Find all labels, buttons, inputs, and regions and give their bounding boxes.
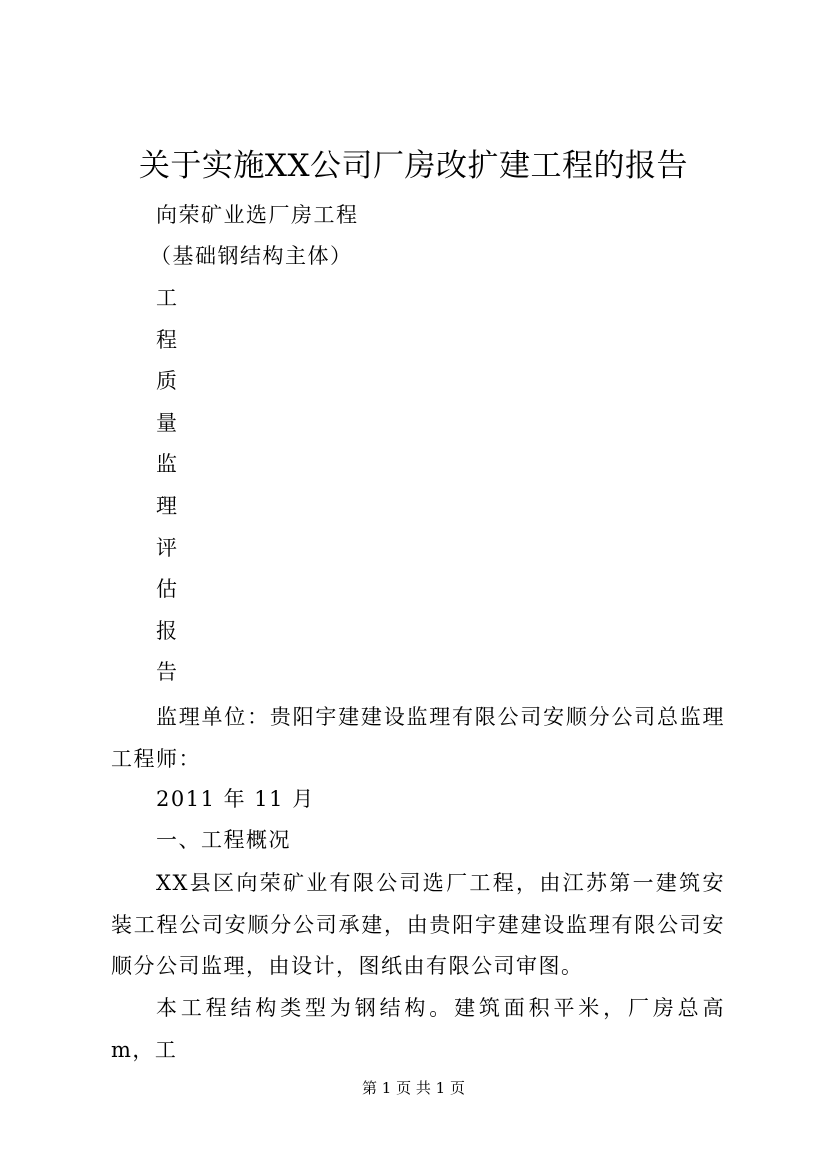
vertical-title-char: 评 <box>156 536 177 560</box>
supervision-unit: 监理单位：贵阳宇建建设监理有限公司安顺分公司总监理工程师： <box>111 705 725 771</box>
report-date: 2011 年 11 月 <box>156 787 315 811</box>
vertical-title-char: 质 <box>156 369 177 393</box>
vertical-title-char: 估 <box>156 577 177 601</box>
section-heading: 一、工程概况 <box>156 828 291 852</box>
project-scope: （基础钢结构主体） <box>150 244 353 268</box>
document-title: 关于实施XX公司厂房改扩建工程的报告 <box>138 148 689 184</box>
vertical-title-char: 量 <box>156 411 177 435</box>
paragraph-structure: 本工程结构类型为钢结构。建筑面积平米，厂房总高 m，工 <box>111 996 725 1062</box>
vertical-title-char: 理 <box>156 494 177 518</box>
vertical-title-char: 告 <box>156 660 177 684</box>
vertical-title-char: 工 <box>156 286 177 310</box>
vertical-title-char: 报 <box>156 619 177 643</box>
page-footer: 第 1 页 共 1 页 <box>362 1079 465 1097</box>
vertical-title-char: 程 <box>156 328 177 352</box>
vertical-title-char: 监 <box>156 452 177 476</box>
project-name: 向荣矿业选厂房工程 <box>156 203 359 227</box>
paragraph-overview: XX县区向荣矿业有限公司选厂工程，由江苏第一建筑安装工程公司安顺分公司承建，由贵阳宇建建设监理有限公司安顺分公司监理，由设计，图纸由有限公司审图。 <box>111 871 725 978</box>
